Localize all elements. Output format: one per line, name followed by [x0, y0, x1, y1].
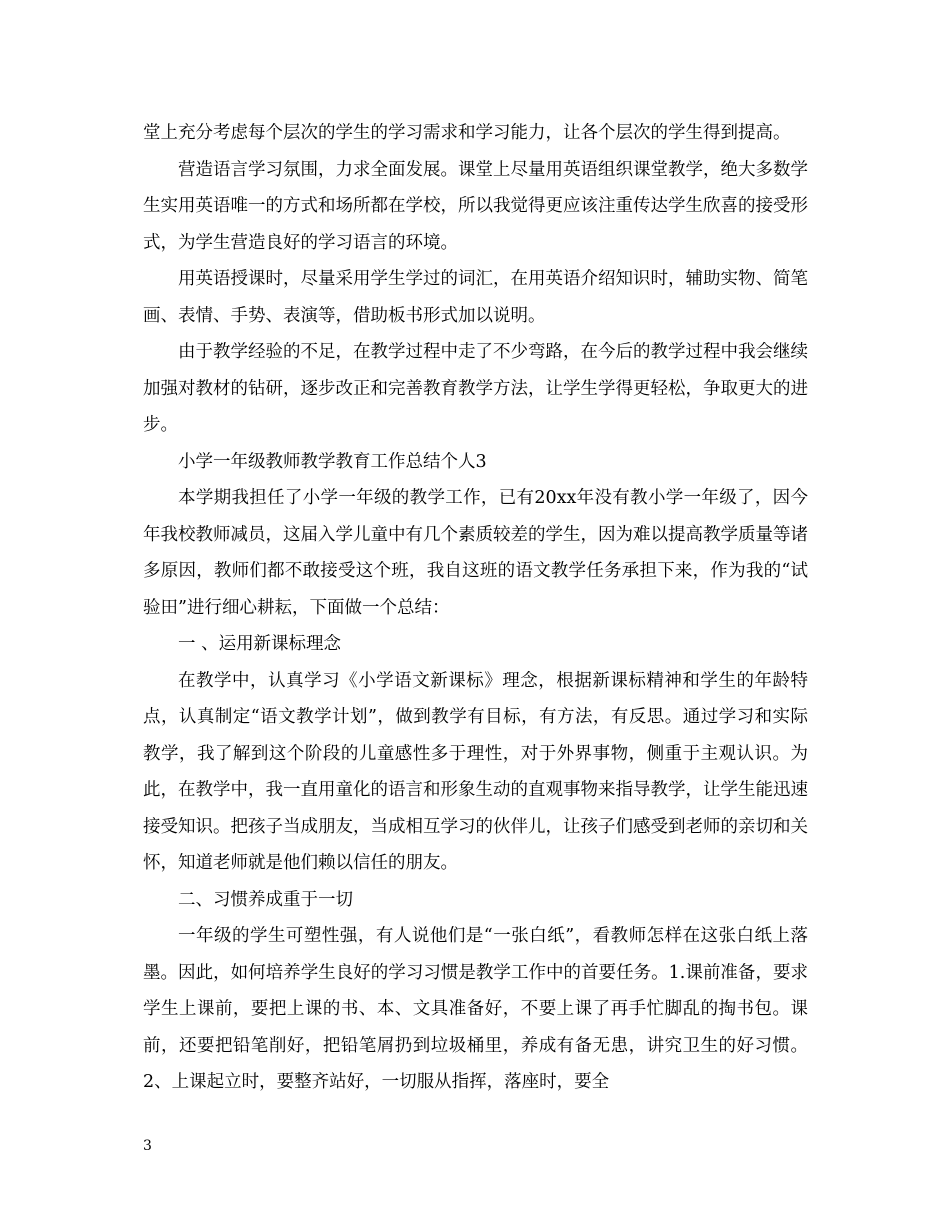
section-title: 小学一年级教师教学教育工作总结个人3 [178, 451, 487, 472]
page-number: 3 [143, 1138, 152, 1154]
paragraph-6: 在教学中，认真学习《小学语文新课标》理念，根据新课标精神和学生的年龄特点，认真制定“语文教学计划”，做到教学有目标，有方法，有反思。通过学习和实际教学，我了解到这个阶段的儿童感性多于理性，对于外界事物，侧重于主观认识。为此，在教学中，我一直用童化的语言和形象生动的直观事物来指导教学，让学生能迅速接受知识。把孩子当成朋友，当成相互学习的伙伴儿，让孩子们感受到老师的亲切和关怀，知道老师就是他们赖以信任的朋友。 [143, 670, 808, 873]
paragraph-4: 由于教学经验的不足，在教学过程中走了不少弯路，在今后的教学过程中我会继续加强对教材的钻研，逐步改正和完善教育教学方法，让学生学得更轻松，争取更大的进步。 [143, 342, 808, 435]
heading-2: 二、习惯养成重于一切 [178, 889, 353, 910]
document-body [143, 115, 808, 1101]
heading-1: 一 、运用新课标理念 [178, 634, 342, 654]
paragraph-5: 本学期我担任了小学一年级的教学工作，已有20xx年没有教小学一年级了，因今年我校教师减员，这届入学儿童中有几个素质较差的学生，因为难以提高教学质量等诸多原因，教师们都不敢接受这个班，我自这班的语文教学任务承担下来，作为我的“试验田”进行细心耕耘，下面做一个总结： [143, 488, 808, 618]
paragraph-7: 一年级的学生可塑性强，有人说他们是“一张白纸”，看教师怎样在这张白纸上落墨。因此，如何培养学生良好的学习习惯是教学工作中的首要任务。1.课前准备，要求学生上课前，要把上课的书、本、文具准备好，不要上课了再手忙脚乱的掏书包。课前，还要把铅笔削好，把铅笔屑扔到垃圾桶里，养成有备无患，讲究卫生的好习惯。2、上课起立时，要整齐站好，一切服从指挥，落座时，要全 [143, 926, 808, 1092]
paragraph-3: 用英语授课时，尽量采用学生学过的词汇，在用英语介绍知识时，辅助实物、简笔画、表情、手势、表演等，借助板书形式加以说明。 [143, 269, 808, 326]
paragraph-1: 堂上充分考虑每个层次的学生的学习需求和学习能力，让各个层次的学生得到提高。 [143, 123, 791, 143]
paragraph-2: 营造语言学习氛围，力求全面发展。课堂上尽量用英语组织课堂教学，绝大多数学生实用英语唯一的方式和场所都在学校，所以我觉得更应该注重传达学生欣喜的接受形式，为学生营造良好的学习语言的环境。 [143, 159, 808, 253]
